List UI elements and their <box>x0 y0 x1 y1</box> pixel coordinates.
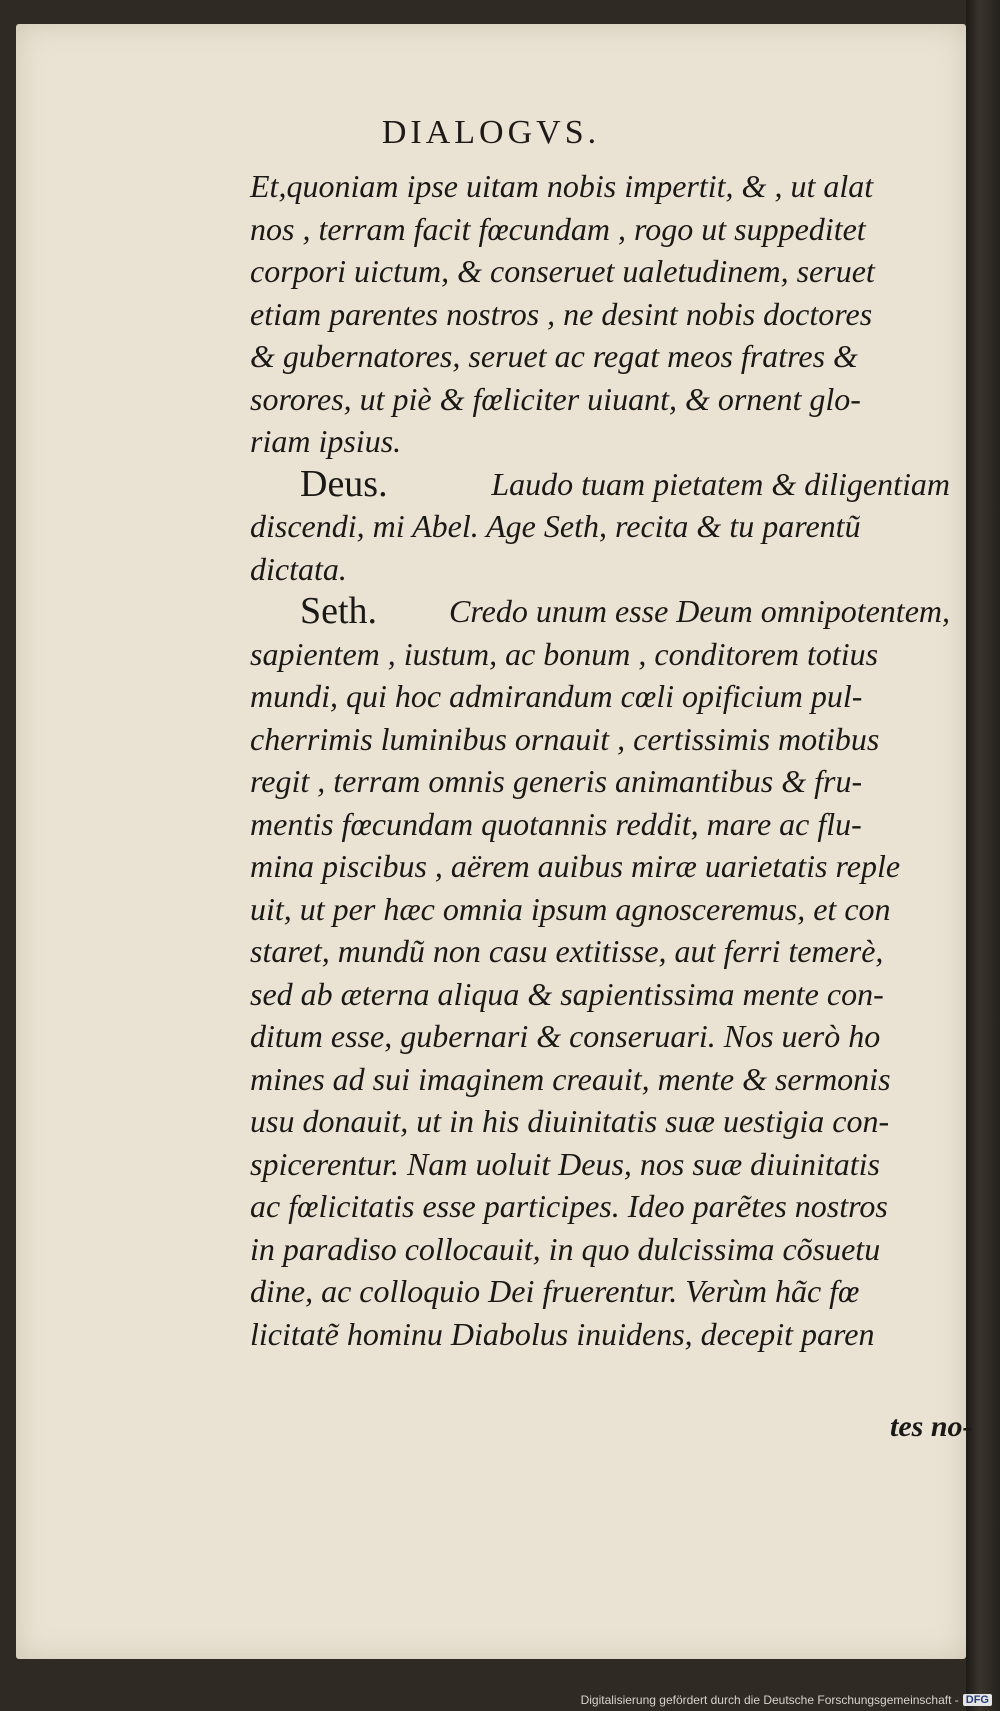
text-line: discendi, mi Abel. Age Seth, recita & tu parentũ <box>250 508 861 544</box>
digitization-credit <box>581 1693 992 1707</box>
text-line: sapientem , iustum, ac bonum , conditorem totius <box>250 635 879 672</box>
text-line: dictata. <box>250 550 347 587</box>
text-line: & gubernatores, seruet ac regat meos fratres & <box>250 338 858 374</box>
text-line: Deus. Laudo tuam pietatem & diligentiam <box>300 462 950 505</box>
text-line: sed ab æterna aliqua & sapientissima mente con- <box>250 975 884 1012</box>
text-line: licitatẽ hominu Diabolus inuidens, decepit paren <box>250 1315 875 1352</box>
running-head: DIALOGVS. <box>381 114 601 151</box>
text-line: staret, mundũ non casu extitisse, aut ferri temerè, <box>250 933 884 969</box>
text-line: dine, ac colloquio Dei fruerentur. Verùm hãc fœ <box>250 1273 860 1309</box>
text-line: spicerentur. Nam uoluit Deus, nos suæ diuinitatis <box>250 1145 880 1182</box>
text-line: etiam parentes nostros , ne desint nobis doctores <box>250 295 873 332</box>
text-line: mundi, qui hoc admirandum cœli opificium pul- <box>250 678 863 714</box>
text-line: cherrimis luminibus ornauit , certissimis motibus <box>250 720 880 757</box>
text-line: mina piscibus , aërem auibus miræ uarietatis reple <box>250 848 901 884</box>
credit-text: Digitalisierung gefördert durch die Deutsche Forschungsgemeinschaft - <box>580 1693 959 1707</box>
book-fore-edge <box>966 0 1000 1711</box>
text-line: Seth. Credo unum esse Deum omnipotentem, <box>300 590 950 632</box>
text-line: regit , terram omnis generis animantibus & fru- <box>250 763 863 799</box>
text-line: nos , terram facit fœcundam , rogo ut suppeditet <box>250 210 866 247</box>
text-block <box>250 165 950 1355</box>
speaker-label: Seth. <box>300 590 378 632</box>
text-line: corpori uictum, & conseruet ualetudinem, seruet <box>250 253 875 289</box>
catchword: tes no- <box>890 1410 973 1443</box>
speaker-label: Deus. <box>300 462 388 505</box>
text-line: in paradiso collocauit, in quo dulcissima cõsuetu <box>250 1230 881 1267</box>
text-line: uit, ut per hæc omnia ipsum agnosceremus, et con <box>250 890 891 927</box>
dfg-logo: DFG <box>963 1694 992 1706</box>
text-line: usu donauit, ut in his diuinitatis suæ uestigia con- <box>250 1103 890 1139</box>
text-line: mentis fœcundam quotannis reddit, mare ac flu- <box>250 805 862 842</box>
text-line: Et,quoniam ipse uitam nobis impertit, & , ut alat <box>250 168 874 204</box>
text-line: mines ad sui imaginem creauit, mente & sermonis <box>250 1060 891 1097</box>
text-line: sorores, ut piè & fœliciter uiuant, & ornent glo- <box>250 380 861 417</box>
text-line: ditum esse, gubernari & conseruari. Nos uerò ho <box>250 1018 881 1054</box>
text-line: ac fœlicitatis esse participes. Ideo parẽtes nostros <box>250 1188 888 1224</box>
text-line: riam ipsius. <box>250 423 402 459</box>
